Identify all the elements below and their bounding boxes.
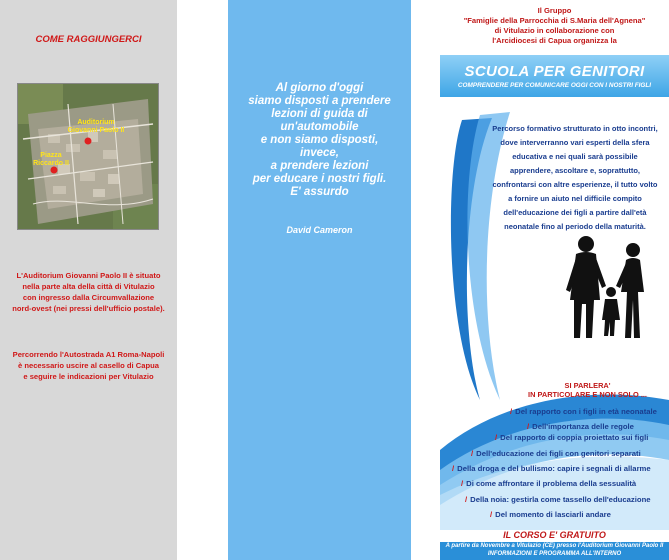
free-course-banner: IL CORSO E' GRATUITO bbox=[503, 530, 606, 540]
footer-location-line: A partire da Novembre a Vitulazio (CE) presso l'Auditorium Giovanni Paolo II bbox=[445, 543, 664, 549]
topic-item: / Della droga e del bullismo: capire i segnali di allarme bbox=[452, 464, 651, 473]
aerial-map bbox=[17, 83, 159, 230]
topic-item: / Della noia: gestirla come tassello dell'educazione bbox=[465, 495, 651, 504]
footer-info-line: INFORMAZIONI E PROGRAMMA ALL'INTERNO bbox=[487, 551, 622, 557]
location-paragraph: L'Auditorium Giovanni Paolo II è situato nella parte alta della città di Vitulazio con ingresso dalla Circumvallazione nord-ovest (nei pressi dell'ufficio postale). bbox=[12, 271, 165, 313]
header-city-line: di Vitulazio in collaborazione con bbox=[494, 26, 615, 35]
topic-item: / Del rapporto con i figli in età neonatale bbox=[510, 407, 657, 416]
topic-item: / Di come affrontare il problema della sessualità bbox=[461, 479, 637, 488]
slash-marker: / bbox=[527, 422, 530, 431]
slash-marker: / bbox=[490, 510, 493, 519]
page-title: SCUOLA PER GENITORI bbox=[464, 63, 645, 80]
title-banner bbox=[440, 55, 669, 97]
topic-item: / Del rapporto di coppia proiettato sui figli bbox=[495, 433, 649, 442]
family-silhouette-icon bbox=[566, 236, 644, 338]
header-group-line: Il Gruppo bbox=[537, 6, 572, 15]
quote-text: Al giorno d'oggi siamo disposti a prendere lezioni di guida di un'automobile e non siamo disposti, invece, a prendere lezioni per educare i nostri figli. E' assurdo bbox=[248, 82, 391, 198]
slash-marker: / bbox=[461, 479, 464, 488]
topic-item: / Del momento di lasciarli andare bbox=[490, 510, 611, 519]
auditorium-marker bbox=[85, 138, 92, 145]
course-description: Percorso formativo strutturato in otto incontri, dove interverranno vari esperti della sfera educativa e nei quali sarà possibile apprendere, ascoltare e, soprattutto, confrontarsi con altre esperienze, il tutto volto a fornire un aiuto nel difficile compito dell'educazione dei figli a partire dall'età neonatale fino al periodo della maturità. bbox=[492, 124, 658, 231]
highway-paragraph: Percorrendo l'Autostrada A1 Roma-Napoli è necessario uscire al casello di Capua e seguire le indicazioni per Vitulazio bbox=[12, 350, 165, 381]
topic-item: / Dell'educazione dei figli con genitori separati bbox=[471, 449, 641, 458]
page-subtitle: COMPRENDERE PER COMUNICARE OGGI CON I NOSTRI FIGLI bbox=[457, 82, 652, 89]
header-parish-line: "Famiglie della Parrocchia di S.Maria dell'Agnena" bbox=[463, 16, 646, 25]
slash-marker: / bbox=[471, 449, 474, 458]
fold-margin-left bbox=[177, 0, 228, 560]
piazza-label: Piazza Riccardo II bbox=[33, 152, 69, 167]
slash-marker: / bbox=[452, 464, 455, 473]
header-diocese-line: l'Arcidiocesi di Capua organizza la bbox=[492, 36, 617, 45]
slash-marker: / bbox=[465, 495, 468, 504]
auditorium-label: Auditorium Giovanni Paolo II bbox=[67, 119, 125, 134]
left-panel bbox=[0, 0, 177, 560]
slash-marker: / bbox=[510, 407, 513, 416]
footer-bar bbox=[440, 542, 669, 560]
directions-title: COME RAGGIUNGERCI bbox=[35, 34, 142, 45]
quote-author: David Cameron bbox=[286, 225, 353, 235]
topics-heading: SI PARLERA' IN PARTICOLARE E NON SOLO ... bbox=[528, 381, 647, 399]
topic-item: / Dell'importanza delle regole bbox=[527, 422, 634, 431]
slash-marker: / bbox=[495, 433, 498, 442]
fold-margin-right bbox=[411, 0, 440, 560]
